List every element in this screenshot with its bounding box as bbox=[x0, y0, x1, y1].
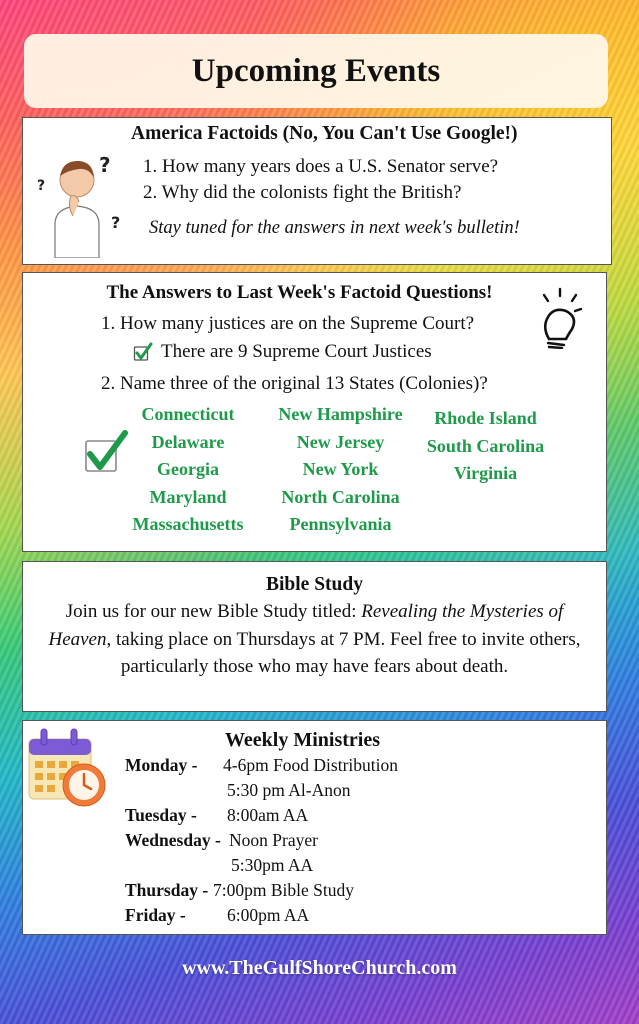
state-item: Massachusetts bbox=[132, 514, 244, 534]
svg-text:?: ? bbox=[111, 213, 121, 232]
checkmark-icon bbox=[133, 342, 153, 362]
answers-heading: The Answers to Last Week's Factoid Questions! bbox=[106, 282, 493, 303]
state-item: New Hampshire bbox=[278, 404, 403, 424]
state-item: New Jersey bbox=[296, 431, 385, 452]
svg-text:?: ? bbox=[99, 153, 111, 177]
state-item: Connecticut bbox=[141, 404, 235, 424]
website-link[interactable]: www.TheGulfShoreChurch.com bbox=[182, 957, 457, 979]
factoids-section bbox=[22, 117, 612, 265]
lightbulb-icon bbox=[534, 287, 586, 349]
answers-question-2: 2. Name three of the original 13 States (Colonies)? bbox=[101, 373, 488, 394]
calendar-clock-icon bbox=[27, 725, 111, 811]
ministry-row bbox=[125, 830, 318, 851]
bible-study-details: , taking place on Thursdays at 7 PM. Feel free to invite others, particularly those who may have fears about death. bbox=[106, 628, 581, 677]
bible-study-text bbox=[23, 598, 606, 681]
ministry-event: 6:00pm AA bbox=[227, 905, 310, 925]
svg-text:?: ? bbox=[37, 178, 46, 194]
factoids-note: Stay tuned for the answers in next week's bulletin! bbox=[149, 218, 520, 238]
ministry-row bbox=[125, 755, 399, 776]
ministries-section bbox=[22, 720, 607, 935]
thinking-person-icon bbox=[33, 146, 133, 258]
answer-1-text: There are 9 Supreme Court Justices bbox=[161, 341, 432, 362]
ministry-day: Thursday - bbox=[125, 880, 209, 900]
bible-study-heading: Bible Study bbox=[266, 574, 363, 595]
states-column-2 bbox=[268, 401, 413, 539]
answers-section bbox=[22, 272, 607, 552]
ministry-row bbox=[125, 805, 309, 826]
state-item: North Carolina bbox=[281, 486, 400, 507]
ministry-row bbox=[125, 905, 310, 926]
ministry-day: Monday - bbox=[125, 755, 198, 775]
state-item: Delaware bbox=[151, 431, 225, 452]
answer-1 bbox=[133, 341, 432, 363]
ministry-day: Tuesday - bbox=[125, 805, 197, 825]
ministry-day: Friday - bbox=[125, 905, 186, 925]
states-column-3 bbox=[418, 405, 553, 488]
factoids-heading: America Factoids (No, You Can't Use Google!) bbox=[131, 123, 518, 144]
ministry-event: 8:00am AA bbox=[227, 805, 309, 825]
page-title: Upcoming Events bbox=[24, 34, 608, 108]
ministry-event: 5:30 pm Al-Anon bbox=[227, 780, 351, 800]
ministry-event: 7:00pm Bible Study bbox=[213, 880, 354, 900]
state-item: Rhode Island bbox=[434, 408, 537, 428]
bible-study-title: Revealing the Mysteries of Heaven bbox=[48, 601, 564, 650]
ministries-heading: Weekly Ministries bbox=[225, 729, 380, 751]
state-item: Virginia bbox=[453, 463, 518, 483]
ministry-event: Noon Prayer bbox=[229, 830, 318, 850]
ministry-row bbox=[125, 880, 354, 901]
ministry-event: 4-6pm Food Distribution bbox=[223, 755, 399, 775]
factoid-question-1: 1. How many years does a U.S. Senator serve? bbox=[143, 156, 499, 177]
state-item: Maryland bbox=[149, 486, 227, 507]
factoid-question-2: 2. Why did the colonists fight the British? bbox=[143, 182, 462, 203]
state-item: Georgia bbox=[157, 459, 219, 479]
bible-study-section bbox=[22, 561, 607, 712]
states-column-1 bbox=[123, 401, 253, 539]
answers-question-1: 1. How many justices are on the Supreme Court? bbox=[101, 313, 475, 334]
ministry-event: 5:30pm AA bbox=[231, 855, 314, 875]
state-item: South Carolina bbox=[426, 435, 545, 456]
state-item: Pennsylvania bbox=[289, 514, 392, 534]
state-item: New York bbox=[302, 459, 379, 479]
ministry-day: Wednesday - bbox=[125, 830, 221, 850]
bible-study-intro: Join us for our new Bible Study titled: bbox=[65, 601, 362, 622]
